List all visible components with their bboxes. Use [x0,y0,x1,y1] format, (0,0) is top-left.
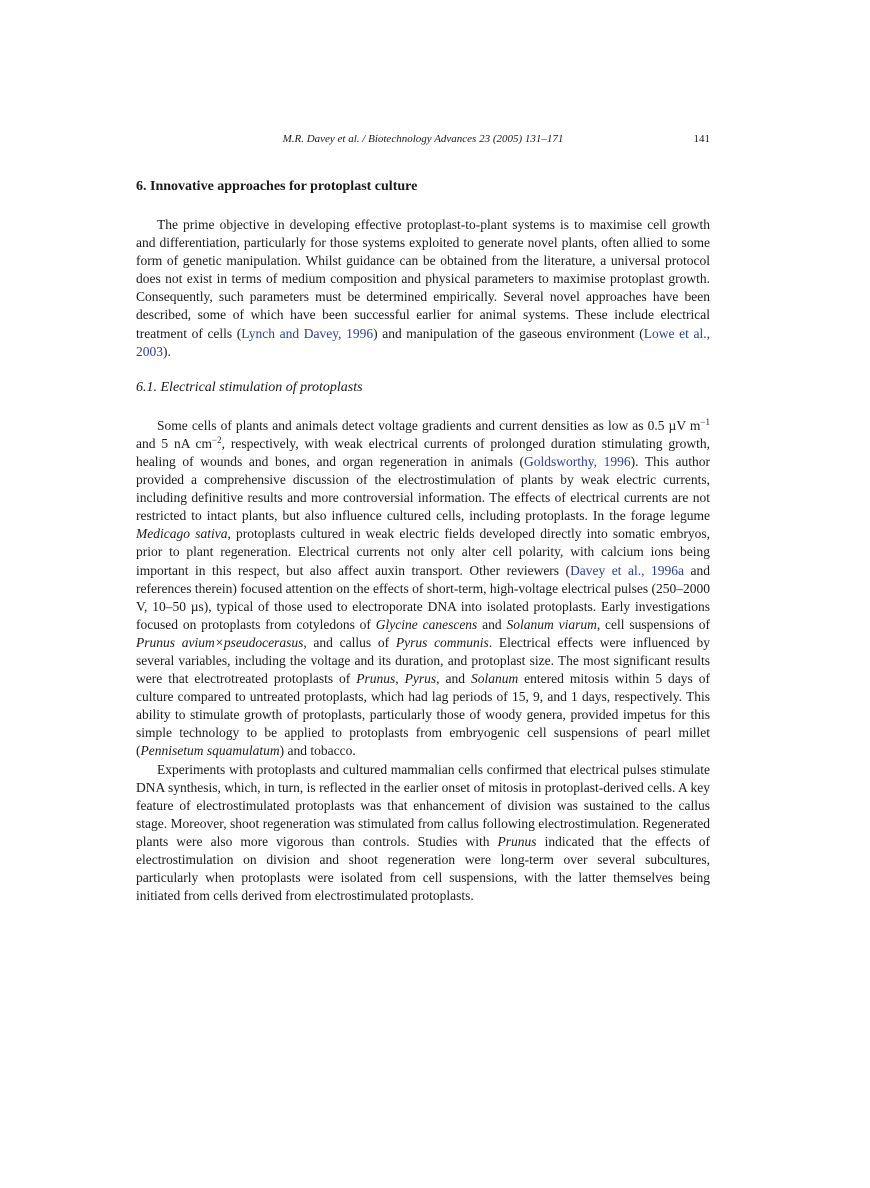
subsection-paragraph [136,417,710,761]
text-run: , respectively, with weak electrical currents of prolonged duration stimulating growth, healing of wounds and bones, and organ regeneration in animals ( [136,435,710,469]
species-name: Prunus [497,833,537,849]
text-run: , and [436,671,471,687]
section-title: 6. Innovative approaches for protoplast culture [136,179,418,194]
species-name: Solanum [470,671,519,687]
article-body [136,178,710,905]
text-run: Some cells of plants and animals detect voltage gradients and current densities as low as 0.5 µV m [157,417,701,433]
text-run: entered mitosis within 5 days of culture compared to untreated protoplasts, which had lag periods of 15, 9, and 1 days, respectively. This ability to stimulate growth of protoplasts, particularly those of woody genera, provided impetus for this simple technology to be applied to protoplasts from embryogenic cell suspensions of pearl millet ( [136,671,710,759]
citation-link[interactable]: Davey et al., 1996a [570,562,685,578]
text-run: Experiments with protoplasts and cultured mammalian cells confirmed that electrical pulses stimulate DNA synthesis, which, in turn, is reflected in the earlier onset of mitosis in protoplast-derived cells. A key feature of electrostimulated protoplasts was that enhancement of division was sustained to the callus stage. Moreover, shoot regeneration was stimulated from callus following electrostimulation. Regenerated plants were also more vigorous than controls. Studies with [136,761,710,849]
text-run: and references therein) focused attention on the effects of short-term, high-voltage electrical pulses (250–2000 V, 10–50 µs), typical of those used to electroporate DNA into isolated protoplasts. Early investigations focused on protoplasts from cotyledons of [136,562,711,632]
species-name: Glycine canescens [375,616,478,632]
citation-link[interactable]: Goldsworthy, 1996 [524,453,631,469]
text-run: and 5 nA cm [136,435,213,451]
subsection-paragraph [136,761,710,906]
species-name: Prunus [356,671,396,687]
page-number: 141 [693,133,710,145]
superscript: −1 [700,416,710,427]
running-header [136,133,710,151]
text-run: . Electrical effects were influenced by several variables, including the voltage and its duration, and protoplast size. The most significant results were that electrotreated protoplasts of [136,634,710,687]
text-run: ) and tobacco. [279,743,356,759]
superscript: −2 [212,434,222,445]
subsection-title: 6.1. Electrical stimulation of protoplasts [136,379,363,395]
species-name: Pennisetum squamulatum [140,743,280,759]
species-name: Pyrus communis [395,634,489,650]
species-name: Solanum viarum [506,616,597,632]
citation-link[interactable]: Lynch and Davey, 1996 [241,325,374,341]
text-run: , [395,671,405,687]
species-name: Pyrus [404,671,437,687]
text-run: ). This author provided a comprehensive discussion of the electrostimulation of plants by weak electric currents, including definitive results and more controversial information. The effects of electrical currents are not restricted to intact plants, but also influence cultured cells, including protoplasts. In the forage legume [136,453,711,524]
journal-citation: M.R. Davey et al. / Biotechnology Advances 23 (2005) 131–171 [282,133,564,145]
text-run: and [477,616,507,632]
citation-link[interactable]: Lowe et al., 2003 [136,325,710,359]
text-run: The prime objective in developing effective protoplast-to-plant systems is to maximise cell growth and differentiation, particularly for those systems exploited to generate novel plants, often allied to some form of genetic manipulation. Whilst guidance can be obtained from the literature, a universal protocol does not exist in terms of medium composition and physical parameters to maximise protoplast growth. Consequently, such parameters must be determined empirically. Several novel approaches have been described, some of which have been successful earlier for animal systems. These include electrical treatment of cells ( [136,217,710,341]
text-run: , and callus of [303,634,396,650]
species-name: Medicago sativa [136,526,228,542]
species-name: Prunus avium×pseudocerasus [136,634,304,650]
text-run: , protoplasts cultured in weak electric fields developed directly into somatic embryos, prior to plant regeneration. Electrical currents not only alter cell polarity, with calcium ions being important in this respect, but also affect auxin transport. Other reviewers ( [136,526,710,578]
text-run: indicated that the effects of electrostimulation on division and shoot regeneration were long-term over several subcultures, particularly when protoplasts were isolated from cell suspensions, with the latter themselves being initiated from cells derived from electrostimulated protoplasts. [136,833,711,904]
text-run: , cell suspensions of [596,616,710,632]
text-run: ). [163,343,171,359]
text-run: ) and manipulation of the gaseous environment ( [373,325,644,341]
section-paragraph [136,216,710,361]
